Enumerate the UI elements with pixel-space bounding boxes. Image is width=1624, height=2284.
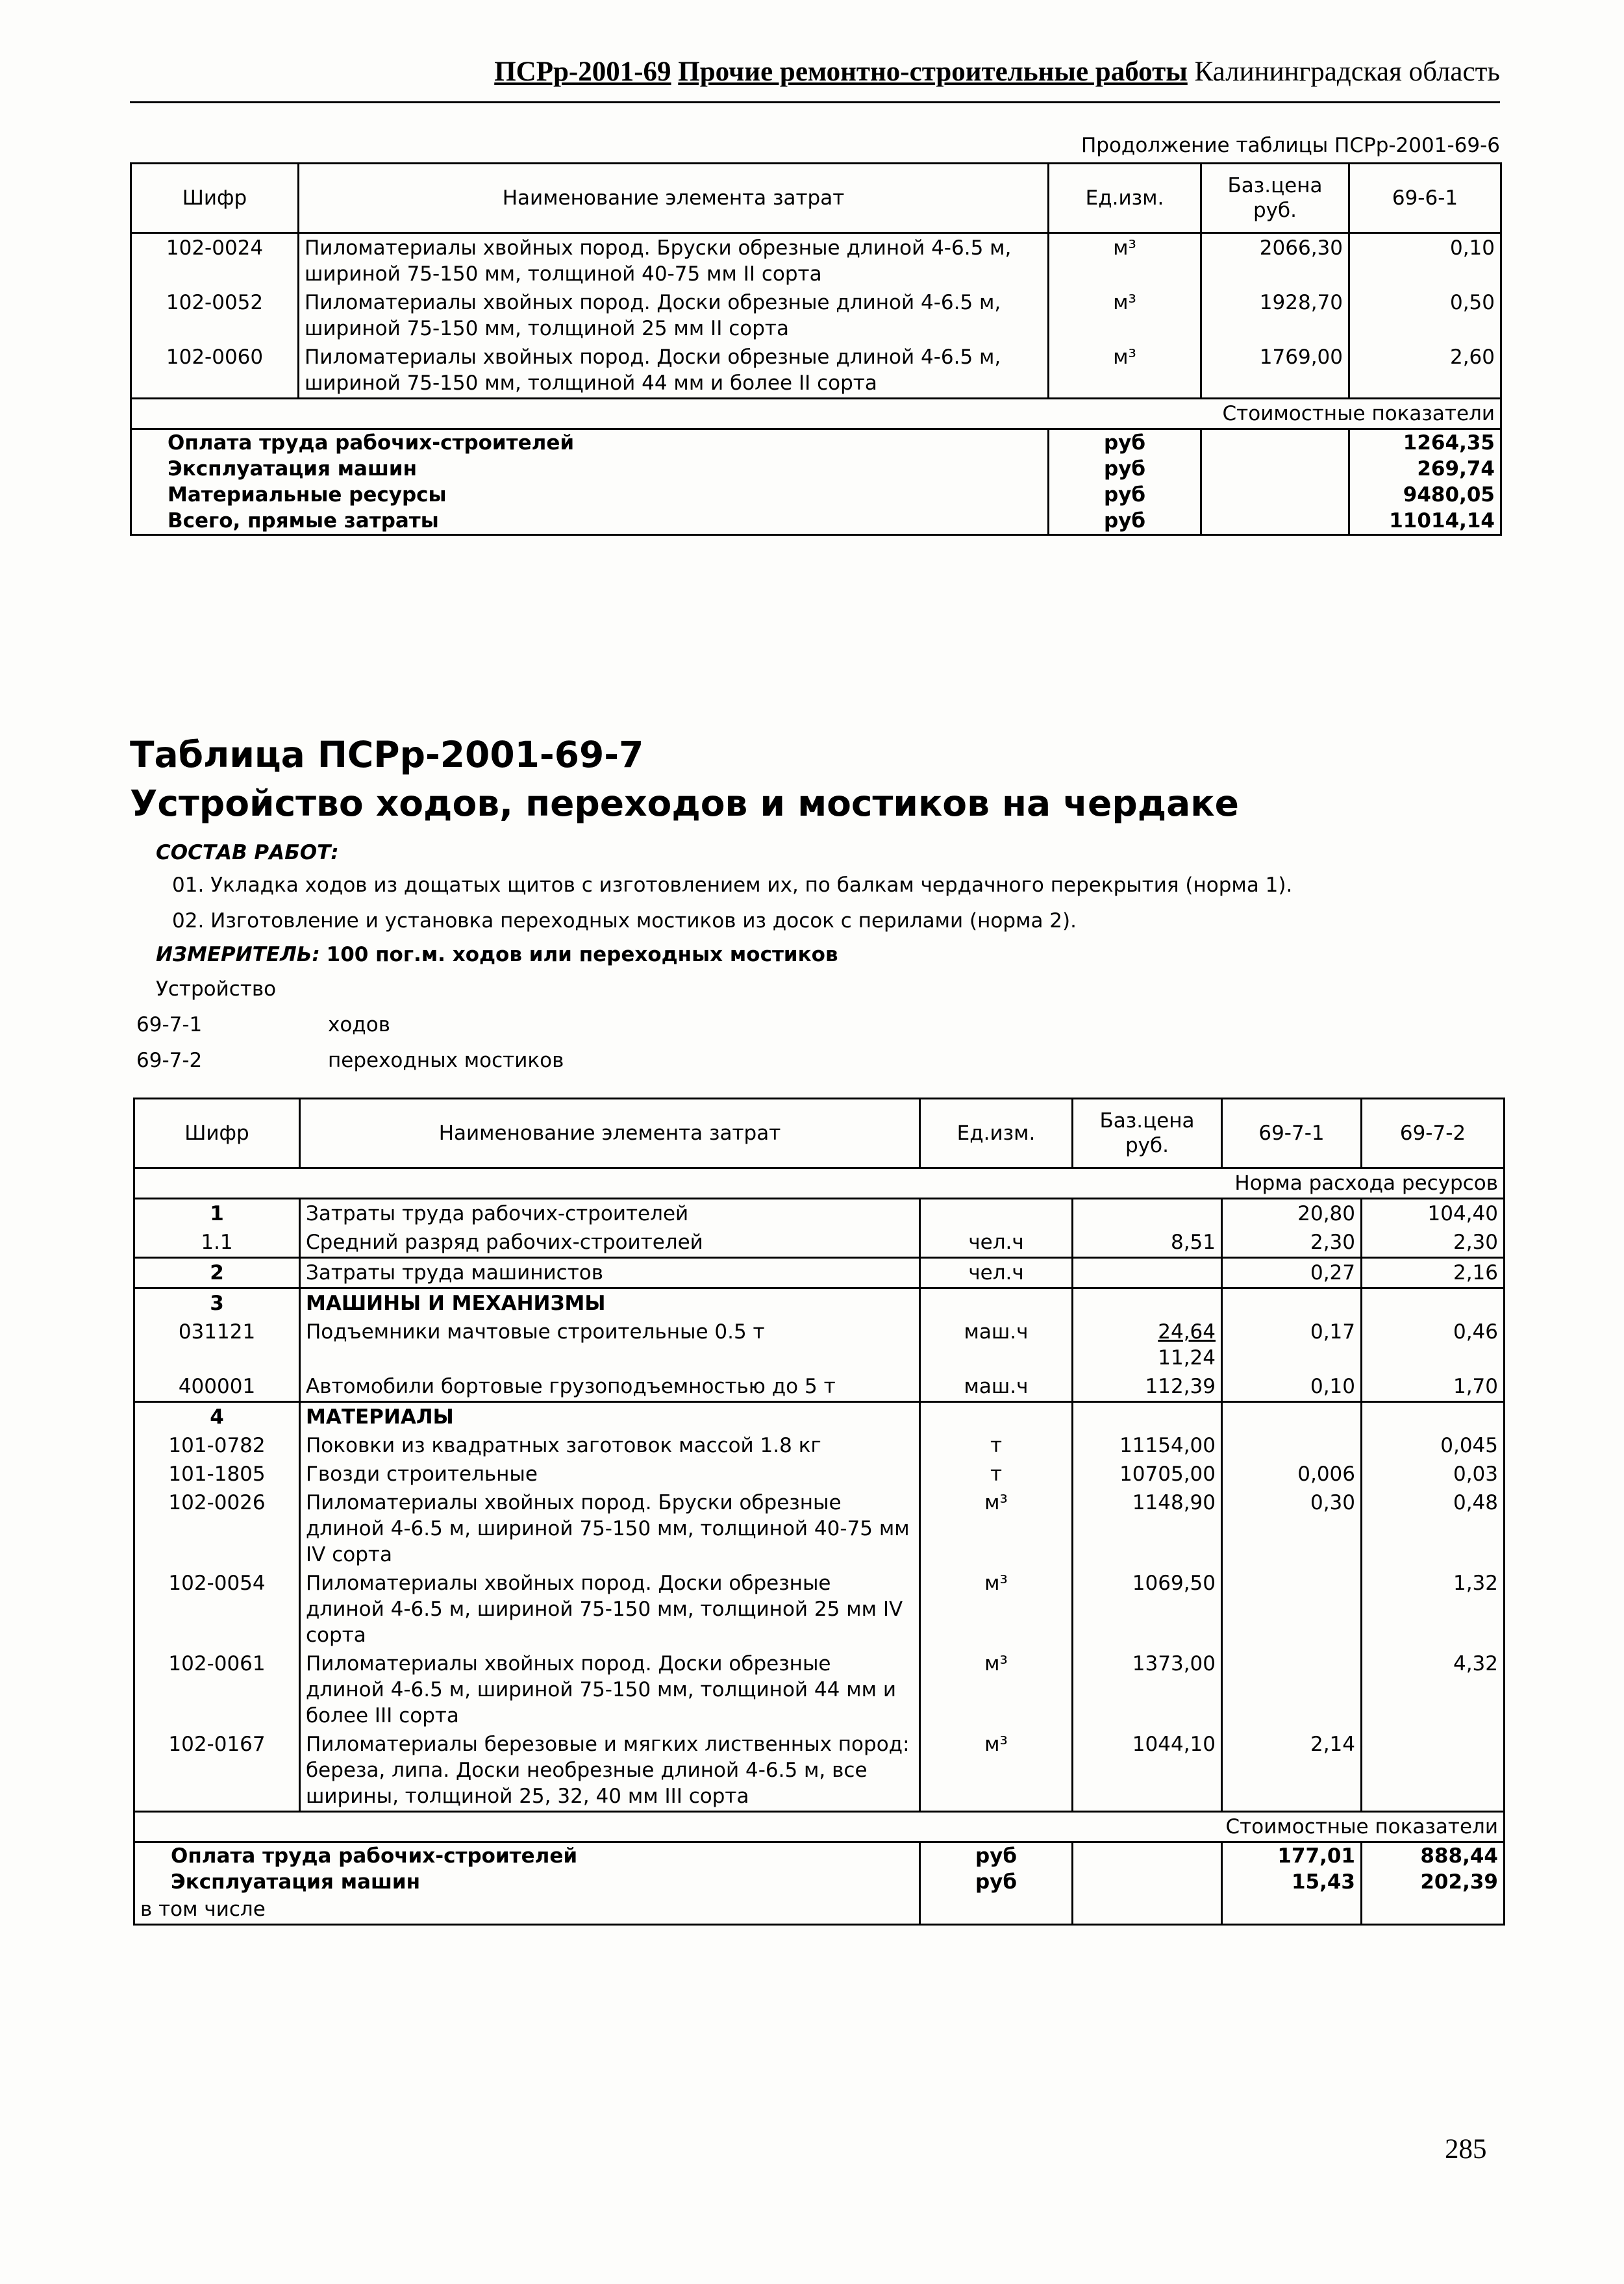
row-value-1: 2,30 bbox=[1222, 1228, 1362, 1258]
cost-section-header bbox=[134, 1812, 1505, 1842]
row-price: 1069,50 bbox=[1073, 1569, 1222, 1650]
table-row bbox=[131, 233, 1501, 289]
row-value-1: 0,27 bbox=[1222, 1258, 1362, 1288]
total-value: 269,74 bbox=[1349, 456, 1501, 482]
row-value-2 bbox=[1362, 1730, 1505, 1812]
total-row bbox=[131, 482, 1501, 508]
row-unit: м³ bbox=[920, 1569, 1073, 1650]
cost-section-header bbox=[131, 399, 1501, 429]
col-header-norm-1: 69-7-1 bbox=[1222, 1099, 1362, 1168]
total-value: 1264,35 bbox=[1349, 429, 1501, 457]
price-secondary: 11,24 bbox=[1158, 1346, 1216, 1370]
footnote-row bbox=[134, 1895, 1505, 1925]
norm-name: ходов bbox=[328, 1013, 390, 1036]
row-price: 1373,00 bbox=[1073, 1650, 1222, 1730]
total-unit: руб bbox=[1049, 508, 1201, 535]
total-unit: руб bbox=[1049, 456, 1201, 482]
total-row bbox=[131, 456, 1501, 482]
table-row bbox=[134, 1258, 1505, 1288]
total-unit: руб bbox=[1049, 429, 1201, 457]
header-code: ПСРр-2001-69 bbox=[494, 56, 671, 87]
norm-section-header bbox=[134, 1168, 1505, 1199]
footnote-price bbox=[1073, 1895, 1222, 1925]
total-value: 11014,14 bbox=[1349, 508, 1501, 535]
row-price: 10705,00 bbox=[1073, 1460, 1222, 1488]
table-row bbox=[134, 1372, 1505, 1402]
total-row bbox=[131, 508, 1501, 535]
measure-line bbox=[156, 943, 838, 966]
row-code: 102-0052 bbox=[131, 288, 299, 343]
footnote-value-2 bbox=[1362, 1895, 1505, 1925]
row-unit: м³ bbox=[1049, 343, 1201, 399]
row-name: МАТЕРИАЛЫ bbox=[300, 1402, 920, 1432]
total-value-2: 888,44 bbox=[1362, 1842, 1505, 1870]
row-name: Пиломатериалы хвойных пород. Бруски обрезные длиной 4-6.5 м, шириной 75-150 мм, толщиной 40-75 мм II сорта bbox=[299, 233, 1049, 289]
row-price: 11154,00 bbox=[1073, 1431, 1222, 1460]
row-value-1: 0,17 bbox=[1222, 1318, 1362, 1372]
price-primary: 24,64 bbox=[1158, 1320, 1216, 1344]
measure-label: ИЗМЕРИТЕЛЬ: bbox=[156, 943, 320, 966]
col-header-norm: 69-6-1 bbox=[1349, 164, 1501, 233]
total-label: Эксплуатация машин bbox=[131, 456, 1049, 482]
row-name: Пиломатериалы березовые и мягких лиственных пород: береза, липа. Доски необрезные длиной 4-6.5 м, все ширины, толщиной 25, 32, 40 мм III сорта bbox=[300, 1730, 920, 1812]
row-unit: т bbox=[920, 1460, 1073, 1488]
table-row bbox=[131, 343, 1501, 399]
table-header-row bbox=[134, 1099, 1505, 1168]
row-value-2: 2,30 bbox=[1362, 1228, 1505, 1258]
row-unit: м³ bbox=[920, 1730, 1073, 1812]
norm-name: переходных мостиков bbox=[328, 1049, 564, 1072]
table-row bbox=[134, 1431, 1505, 1460]
col-header-price: Баз.цена руб. bbox=[1201, 164, 1349, 233]
row-value-1: 0,006 bbox=[1222, 1460, 1362, 1488]
total-unit: руб bbox=[1049, 482, 1201, 508]
col-header-code: Шифр bbox=[134, 1099, 300, 1168]
total-label: Эксплуатация машин bbox=[134, 1869, 920, 1895]
row-value-2: 0,045 bbox=[1362, 1431, 1505, 1460]
footnote-label: в том числе bbox=[134, 1895, 920, 1925]
page-number: 285 bbox=[1445, 2134, 1487, 2165]
row-name: Пиломатериалы хвойных пород. Доски обрезные длиной 4-6.5 м, шириной 75-150 мм, толщиной 25 мм II сорта bbox=[299, 288, 1049, 343]
row-name: Пиломатериалы хвойных пород. Бруски обрезные длиной 4-6.5 м, шириной 75-150 мм, толщиной 40-75 мм IV сорта bbox=[300, 1488, 920, 1569]
row-name: Пиломатериалы хвойных пород. Доски обрезные длиной 4-6.5 м, шириной 75-150 мм, толщиной 44 мм и более III сорта bbox=[300, 1650, 920, 1730]
row-value-1: 0,30 bbox=[1222, 1488, 1362, 1569]
row-code: 101-0782 bbox=[134, 1431, 300, 1460]
row-value-1 bbox=[1222, 1569, 1362, 1650]
row-name: Поковки из квадратных заготовок массой 1.8 кг bbox=[300, 1431, 920, 1460]
work-item: 02. Изготовление и установка переходных мостиков из досок с перилами (норма 2). bbox=[172, 909, 1077, 933]
row-name: Автомобили бортовые грузоподъемностью до 5 т bbox=[300, 1372, 920, 1402]
row-price: 2066,30 bbox=[1201, 233, 1349, 289]
row-value-2: 1,70 bbox=[1362, 1372, 1505, 1402]
running-header bbox=[130, 56, 1500, 103]
row-value: 0,10 bbox=[1349, 233, 1501, 289]
col-header-unit: Ед.изм. bbox=[1049, 164, 1201, 233]
row-value-2: 2,16 bbox=[1362, 1258, 1505, 1288]
row-name: МАШИНЫ И МЕХАНИЗМЫ bbox=[300, 1288, 920, 1318]
row-unit: м³ bbox=[920, 1488, 1073, 1569]
row-value-1: 0,10 bbox=[1222, 1372, 1362, 1402]
row-value-1: 20,80 bbox=[1222, 1199, 1362, 1229]
total-row bbox=[134, 1869, 1505, 1895]
total-price bbox=[1201, 482, 1349, 508]
row-value-1 bbox=[1222, 1650, 1362, 1730]
row-value-1 bbox=[1222, 1288, 1362, 1318]
row-value-2: 0,48 bbox=[1362, 1488, 1505, 1569]
table-row bbox=[131, 288, 1501, 343]
row-unit: чел.ч bbox=[920, 1228, 1073, 1258]
row-price bbox=[1073, 1199, 1222, 1229]
row-name: Пиломатериалы хвойных пород. Доски обрезные длиной 4-6.5 м, шириной 75-150 мм, толщиной 25 мм IV сорта bbox=[300, 1569, 920, 1650]
total-unit: руб bbox=[920, 1842, 1073, 1870]
work-item: 01. Укладка ходов из дощатых щитов с изготовлением их, по балкам чердачного перекрытия (норма 1). bbox=[172, 873, 1293, 897]
row-value-2: 4,32 bbox=[1362, 1650, 1505, 1730]
row-code: 102-0060 bbox=[131, 343, 299, 399]
footnote-unit bbox=[920, 1895, 1073, 1925]
row-unit: м³ bbox=[1049, 288, 1201, 343]
norm-code: 69-7-1 bbox=[136, 1013, 203, 1036]
cost-header-label: Стоимостные показатели bbox=[134, 1812, 1505, 1842]
row-value-2: 0,46 bbox=[1362, 1318, 1505, 1372]
norm-header-label: Норма расхода ресурсов bbox=[134, 1168, 1505, 1199]
total-value-1: 15,43 bbox=[1222, 1869, 1362, 1895]
row-price: 1148,90 bbox=[1073, 1488, 1222, 1569]
col-header-code: Шифр bbox=[131, 164, 299, 233]
table-subtitle: Устройство ходов, переходов и мостиков на чердаке bbox=[130, 783, 1239, 824]
row-code: 102-0054 bbox=[134, 1569, 300, 1650]
row-value-1: 2,14 bbox=[1222, 1730, 1362, 1812]
row-price: 112,39 bbox=[1073, 1372, 1222, 1402]
row-value-1 bbox=[1222, 1431, 1362, 1460]
row-value: 0,50 bbox=[1349, 288, 1501, 343]
row-code: 102-0024 bbox=[131, 233, 299, 289]
row-unit: т bbox=[920, 1431, 1073, 1460]
table-row bbox=[134, 1488, 1505, 1569]
col-header-name: Наименование элемента затрат bbox=[300, 1099, 920, 1168]
row-value-2 bbox=[1362, 1402, 1505, 1432]
table-row bbox=[134, 1318, 1505, 1372]
row-price: 1769,00 bbox=[1201, 343, 1349, 399]
table-row bbox=[134, 1228, 1505, 1258]
row-code: 102-0061 bbox=[134, 1650, 300, 1730]
work-composition-label: СОСТАВ РАБОТ: bbox=[156, 841, 339, 864]
norm-code: 69-7-2 bbox=[136, 1049, 203, 1072]
row-unit: м³ bbox=[920, 1650, 1073, 1730]
col-header-unit: Ед.изм. bbox=[920, 1099, 1073, 1168]
row-code: 1 bbox=[134, 1199, 300, 1229]
total-price bbox=[1201, 456, 1349, 482]
row-name: Средний разряд рабочих-строителей bbox=[300, 1228, 920, 1258]
resource-table-69-6 bbox=[130, 162, 1502, 536]
header-title: Прочие ремонтно-строительные работы bbox=[678, 56, 1188, 87]
total-row bbox=[131, 429, 1501, 457]
measure-value: 100 пог.м. ходов или переходных мостиков bbox=[326, 943, 838, 966]
row-unit: маш.ч bbox=[920, 1318, 1073, 1372]
cost-header-label: Стоимостные показатели bbox=[131, 399, 1501, 429]
total-price bbox=[1201, 508, 1349, 535]
row-code: 031121 bbox=[134, 1318, 300, 1372]
row-code: 4 bbox=[134, 1402, 300, 1432]
device-label: Устройство bbox=[156, 977, 277, 1001]
total-price bbox=[1201, 429, 1349, 457]
row-code: 3 bbox=[134, 1288, 300, 1318]
total-unit: руб bbox=[920, 1869, 1073, 1895]
table-row bbox=[134, 1569, 1505, 1650]
row-value-2: 1,32 bbox=[1362, 1569, 1505, 1650]
section-row bbox=[134, 1402, 1505, 1432]
row-unit bbox=[920, 1402, 1073, 1432]
row-value-2: 0,03 bbox=[1362, 1460, 1505, 1488]
row-name: Затраты труда машинистов bbox=[300, 1258, 920, 1288]
total-label: Оплата труда рабочих-строителей bbox=[131, 429, 1049, 457]
total-value: 9480,05 bbox=[1349, 482, 1501, 508]
row-price bbox=[1073, 1318, 1222, 1372]
row-code: 102-0167 bbox=[134, 1730, 300, 1812]
total-price bbox=[1073, 1842, 1222, 1870]
col-header-price: Баз.цена руб. bbox=[1073, 1099, 1222, 1168]
row-value-1 bbox=[1222, 1402, 1362, 1432]
row-unit bbox=[920, 1199, 1073, 1229]
row-name: Гвозди строительные bbox=[300, 1460, 920, 1488]
header-region: Калининградская область bbox=[1194, 56, 1500, 87]
table-title: Таблица ПСРр-2001-69-7 bbox=[130, 734, 644, 775]
row-code: 101-1805 bbox=[134, 1460, 300, 1488]
row-price bbox=[1073, 1258, 1222, 1288]
row-code: 400001 bbox=[134, 1372, 300, 1402]
row-price: 1044,10 bbox=[1073, 1730, 1222, 1812]
total-row bbox=[134, 1842, 1505, 1870]
table-row bbox=[134, 1650, 1505, 1730]
table-header-row bbox=[131, 164, 1501, 233]
total-value-1: 177,01 bbox=[1222, 1842, 1362, 1870]
row-unit bbox=[920, 1288, 1073, 1318]
row-unit: чел.ч bbox=[920, 1258, 1073, 1288]
table-continuation-note: Продолжение таблицы ПСРр-2001-69-6 bbox=[1081, 134, 1500, 157]
row-value-2: 104,40 bbox=[1362, 1199, 1505, 1229]
row-value: 2,60 bbox=[1349, 343, 1501, 399]
row-value-2 bbox=[1362, 1288, 1505, 1318]
row-name: Затраты труда рабочих-строителей bbox=[300, 1199, 920, 1229]
table-row bbox=[134, 1199, 1505, 1229]
total-label: Оплата труда рабочих-строителей bbox=[134, 1842, 920, 1870]
table-row bbox=[134, 1730, 1505, 1812]
footnote-value-1 bbox=[1222, 1895, 1362, 1925]
row-name: Пиломатериалы хвойных пород. Доски обрезные длиной 4-6.5 м, шириной 75-150 мм, толщиной 44 мм и более II сорта bbox=[299, 343, 1049, 399]
row-code: 1.1 bbox=[134, 1228, 300, 1258]
col-header-name: Наименование элемента затрат bbox=[299, 164, 1049, 233]
total-label: Материальные ресурсы bbox=[131, 482, 1049, 508]
resource-table-69-7 bbox=[133, 1098, 1505, 1926]
total-value-2: 202,39 bbox=[1362, 1869, 1505, 1895]
row-price bbox=[1073, 1288, 1222, 1318]
row-price bbox=[1073, 1402, 1222, 1432]
total-label: Всего, прямые затраты bbox=[131, 508, 1049, 535]
row-code: 2 bbox=[134, 1258, 300, 1288]
row-price: 1928,70 bbox=[1201, 288, 1349, 343]
row-unit: м³ bbox=[1049, 233, 1201, 289]
row-name: Подъемники мачтовые строительные 0.5 т bbox=[300, 1318, 920, 1372]
col-header-norm-2: 69-7-2 bbox=[1362, 1099, 1505, 1168]
row-unit: маш.ч bbox=[920, 1372, 1073, 1402]
row-price: 8,51 bbox=[1073, 1228, 1222, 1258]
total-price bbox=[1073, 1869, 1222, 1895]
table-row bbox=[134, 1460, 1505, 1488]
row-code: 102-0026 bbox=[134, 1488, 300, 1569]
section-row bbox=[134, 1288, 1505, 1318]
